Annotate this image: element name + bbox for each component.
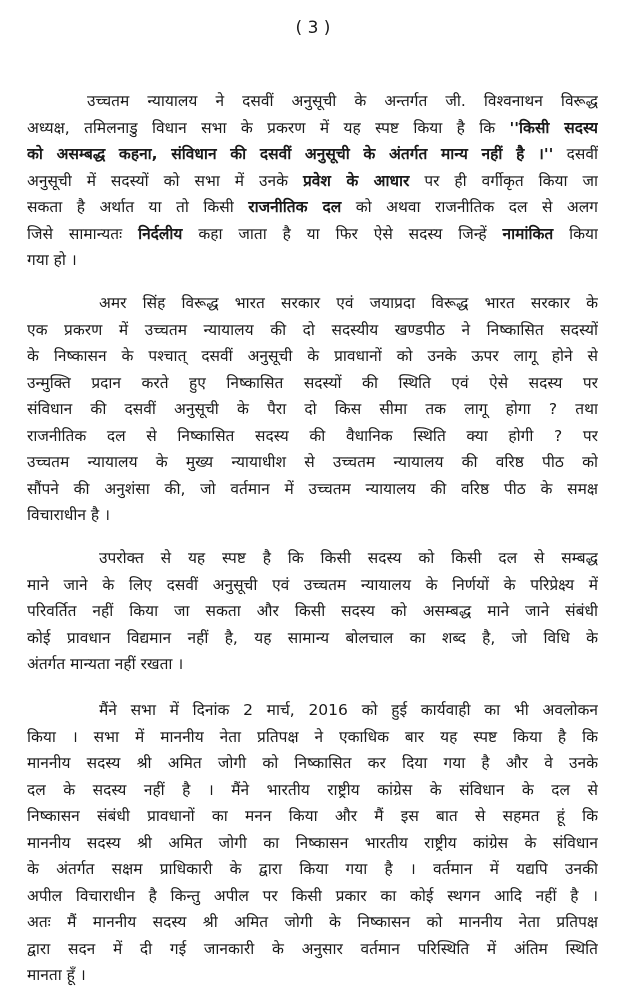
text-line: एक प्रकरण में उच्चतम न्यायालय की दो सदस्यीय खण्डपीठ ने निष्कासित सदस्यों — [27, 320, 598, 339]
paragraph-2 — [27, 290, 598, 529]
text-line: अनुसूची में सदस्यों को सभा में उनके प्रवेश के आधार पर ही वर्गीकृत किया जा — [27, 171, 598, 190]
text-line: के अंतर्गत सक्षम प्राधिकारी के द्वारा किया गया है । वर्तमान में यद्यपि उनकी — [27, 860, 598, 878]
text-line: अतः मैं माननीय सदस्य श्री अमित जोगी के निष्कासन को माननीय नेता प्रतिपक्ष — [27, 913, 598, 931]
bold-term: निर्दलीय — [138, 224, 183, 243]
text-line: गया हो । — [27, 251, 77, 269]
text-line: मैंने सभा में दिनांक 2 मार्च, 2016 को हुई कार्यवाही का भी अवलोकन — [99, 701, 598, 719]
text-line: उन्मुक्ति प्रदान करते हुए निष्कासित सदस्यों की स्थिति एवं ऐसे सदस्य पर — [27, 373, 598, 392]
bold-term: प्रवेश के आधार — [302, 171, 410, 190]
text-line: द्वारा सदन में दी गई जानकारी के अनुसार वर्तमान परिस्थिति में अंतिम स्थिति — [27, 939, 598, 958]
text-line: उच्चतम न्यायालय ने दसवीं अनुसूची के अन्तर्गत जी. विश्वनाथन विरूद्ध — [87, 92, 598, 110]
text-line: के निष्कासन के पश्चात् दसवीं अनुसूची के प्रावधानों को उनके ऊपर लागू होने से — [27, 347, 598, 365]
text-line: उपरोक्त से यह स्पष्ट है कि किसी सदस्य को किसी दल से सम्बद्ध — [99, 549, 598, 567]
text-line: कोई प्रावधान विद्यमान नहीं है, यह सामान्य बोलचाल का शब्द है, जो विधि के — [27, 628, 598, 647]
text-line: अमर सिंह विरूद्ध भारत सरकार एवं जयाप्रदा विरूद्ध भारत सरकार के — [99, 294, 598, 312]
text-line: संविधान की दसवीं अनुसूची के पैरा दो किस सीमा तक लागू होगा ? तथा — [27, 400, 598, 418]
text-line: किया । सभा में माननीय नेता प्रतिपक्ष ने एकाधिक बार यह स्पष्ट किया है कि — [27, 727, 598, 746]
text-line: जिसे सामान्यतः निर्दलीय कहा जाता है या फिर ऐसे सदस्य जिन्हें नामांकित किया — [27, 224, 598, 243]
bold-term: राजनीतिक दल — [248, 198, 342, 216]
text-line: माने जाने के लिए दसवीं अनुसूची एवं उच्चतम न्यायालय के निर्णयों के परिप्रेक्ष्य में — [27, 575, 598, 594]
page-number: ( 3 ) — [295, 18, 331, 38]
text-line: सकता है अर्थात या तो किसी राजनीतिक दल को अथवा राजनीतिक दल से अलग — [27, 198, 598, 216]
text-line: मानता हूँ । — [27, 966, 86, 984]
text-line: परिवर्तित नहीं किया जा सकता और किसी सदस्य को असम्बद्ध माने जाने संबंधी — [27, 602, 598, 620]
text-line: माननीय सदस्य श्री अमित जोगी को निष्कासित कर दिया गया है और वे उनके — [27, 754, 598, 772]
paragraph-3 — [27, 545, 598, 678]
text-line: निष्कासन संबंधी प्रावधानों का मनन किया और मैं इस बात से सहमत हूं कि — [27, 807, 598, 825]
text-line: अंतर्गत मान्यता नहीं रखता । — [27, 655, 184, 673]
paragraph-4 — [27, 697, 598, 989]
text-line: विचाराधीन है । — [27, 506, 110, 524]
text-line: को असम्बद्ध कहना, संविधान की दसवीं अनुसूची के अंतर्गत मान्य नहीं है ।'' दसवीं — [27, 145, 598, 163]
text-line: अध्यक्ष, तमिलनाडु विधान सभा के प्रकरण में यह स्पष्ट किया है कि ''किसी सदस्य — [27, 118, 598, 137]
text-line: अपील विचाराधीन है किन्तु अपील पर किसी प्रकार का कोई स्थगन आदि नहीं है । — [27, 886, 598, 905]
text-line: सौंपने की अनुशंसा की, जो वर्तमान में उच्चतम न्यायालय की वरिष्ठ पीठ के समक्ष — [27, 479, 598, 498]
bold-term: नामांकित — [502, 224, 554, 243]
paragraph-1 — [27, 88, 598, 274]
text-line: दल के सदस्य नहीं है । मैंने भारतीय राष्ट्रीय कांग्रेस के संविधान के दल से — [27, 780, 598, 799]
text-line: उच्चतम न्यायालय के मुख्य न्यायाधीश से उच्चतम न्यायालय की वरिष्ठ पीठ को — [27, 453, 598, 471]
text-line: राजनीतिक दल से निष्कासित सदस्य की वैधानिक स्थिति क्या होगी ? पर — [27, 426, 598, 445]
bold-quote: ''किसी सदस्य — [509, 118, 598, 137]
text-line: माननीय सदस्य श्री अमित जोगी का निष्कासन भारतीय राष्ट्रीय कांग्रेस के संविधान — [27, 833, 598, 852]
bold-quote: को असम्बद्ध कहना, संविधान की दसवीं अनुसूची के अंतर्गत मान्य नहीं है ।'' — [27, 145, 554, 163]
